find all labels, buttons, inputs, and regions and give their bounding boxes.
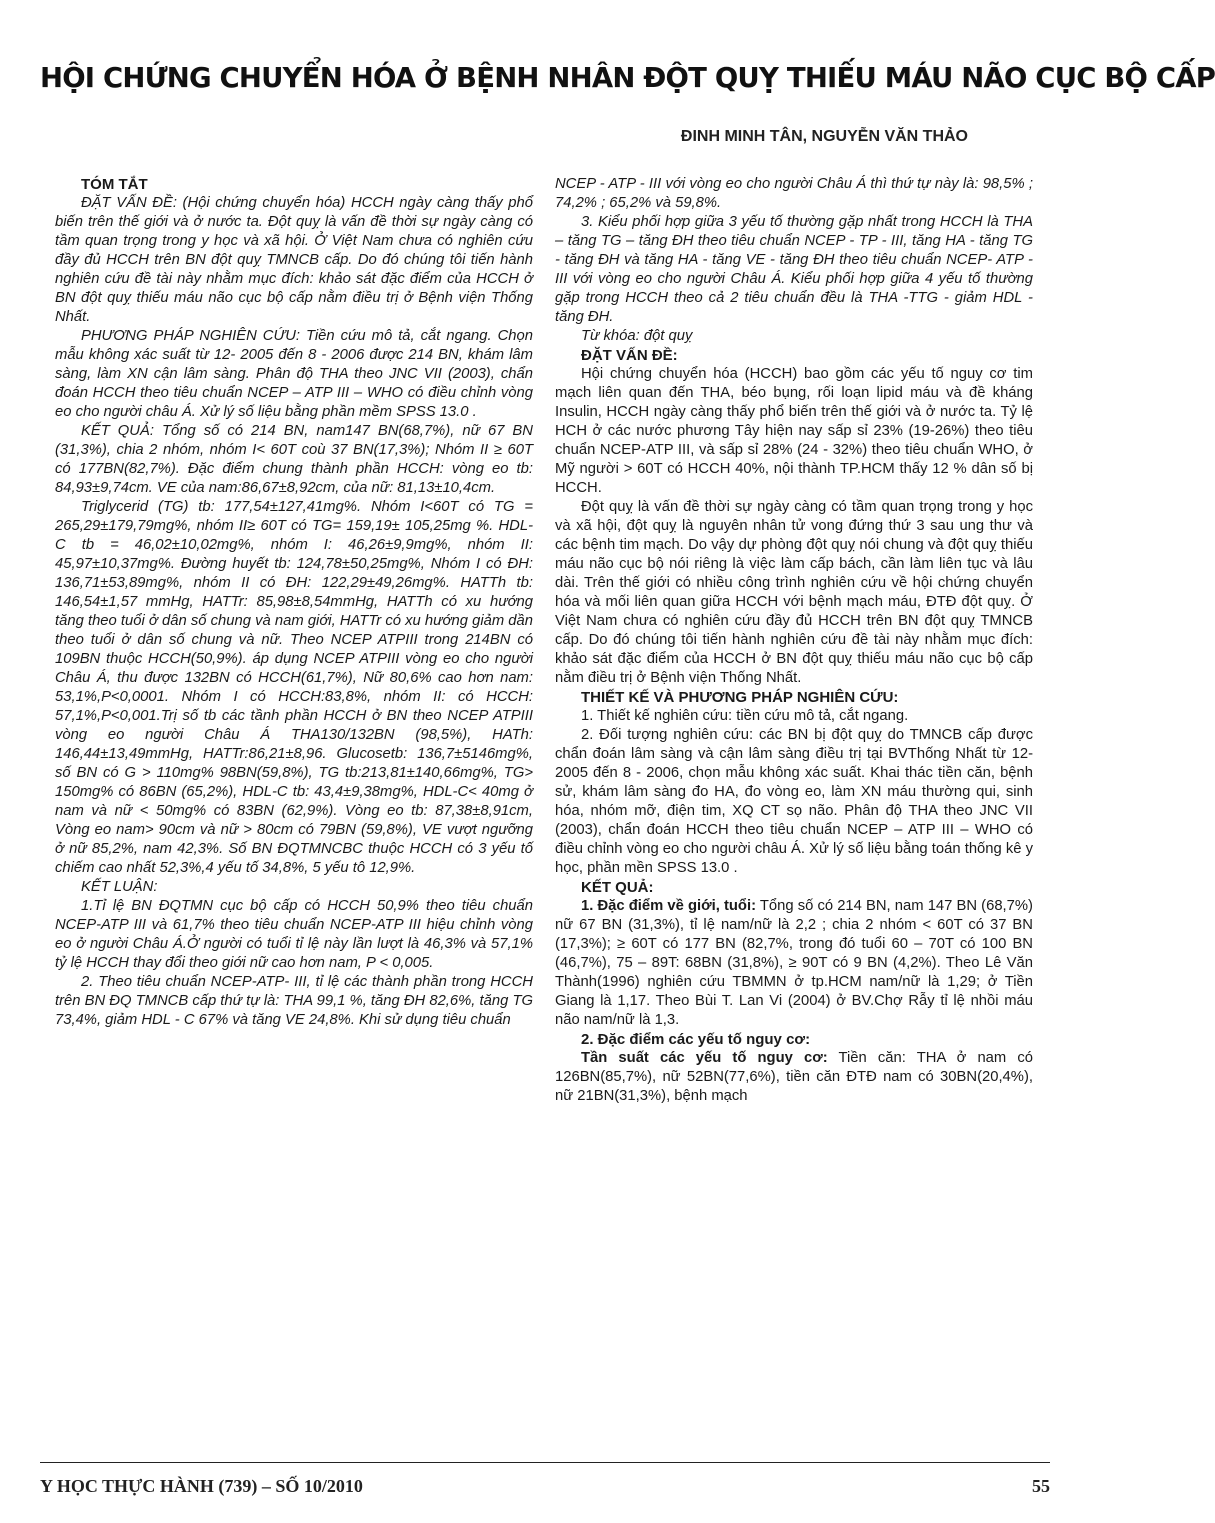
right-column	[555, 175, 1033, 1457]
article-title: HỘI CHỨNG CHUYỂN HÓA Ở BỆNH NHÂN ĐỘT QUỴ THIẾU MÁU NÃO CỤC BỘ CẤP	[40, 62, 1215, 94]
results-item-1-text: Tổng số có 214 BN, nam 147 BN (68,7%) nữ 67 BN (31,3%), tỉ lệ nam/nữ là 2,2 ; chia 2 nhóm < 60T có 37 BN (17,3%); ≥ 60T có 177 BN (82,7%, trong đó tuổi 60 – 70T có 100 BN (46,7%), 75 – 89T: 68BN (31,8%), ≥ 90T có 9 BN (4,2%). Theo Lê Văn Thành(1996) nghiên cứu TBMMN ở tp.HCM nam/nữ là 1,29; ở Tiền Giang là 1,17. Theo Bùi T. Lan Vi (2004) ở BV.Chợ Rẫy tỉ lệ nhồi máu não nam/nữ là 1,3.	[555, 898, 1033, 1028]
results-heading: KẾT QUẢ:	[581, 879, 654, 896]
results-subheading-risk-factors: 2. Đặc điểm các yếu tố nguy cơ:	[581, 1031, 811, 1048]
authors: ĐINH MINH TÂN, NGUYỄN VĂN THẢO	[680, 128, 968, 145]
introduction-paragraph-2: Đột quỵ là vấn đề thời sự ngày càng có tầm quan trọng trong y học và xã hội, đột quỵ là nguyên nhân tử vong đứng thứ 3 sau ung thư và các bệnh tim mạch. Do vậy dự phòng đột quỵ nói chung và đột quỵ thiếu máu não cục bộ nói riêng là việc làm cấp bách, cần làm liên tục và lâu dài. Trên thế giới có nhiều công trình nghiên cứu về hội chứng chuyển hóa và mối liên quan giữa HCCH với bệnh mạch máu, ĐTĐ đột quỵ. Ở Việt Nam chưa có nghiên cứu đầy đủ HCCH trên BN đột quỵ TMNCB cấp. Do đó chúng tôi tiến hành nghiên cứu đề tài này nhằm mục đích: khảo sát đặc điểm của HCCH ở BN đột quỵ thiếu máu não cục bộ cấp nằm điều trị ở Bệnh viện Thống Nhất.	[555, 499, 1033, 686]
conclusion-item-3: 3. Kiểu phối hợp giữa 3 yếu tố thường gặp nhất trong HCCH là THA – tăng TG – tăng ĐH theo tiêu chuẩn NCEP - TP - III, tăng HA - tăng TG - tăng ĐH và tăng HA - tăng VE - tăng ĐH theo tiêu chuẩn NCEP- ATP - III với vòng eo cho người Châu Á. Kiểu phối hợp giữa 4 yếu tố thường gặp trong HCCH theo cả 2 tiêu chuẩn đều là THA -TTG - giảm HDL - tăng ĐH.	[555, 214, 1033, 325]
abstract-conclusion-heading: KẾT LUẬN:	[81, 879, 158, 895]
abstract-results: KẾT QUẢ: Tổng số có 214 BN, nam147 BN(68,7%), nữ 67 BN (31,3%), chia 2 nhóm, nhóm I< 60T coù 37 BN(17,3%); Nhóm II ≥ 60T có 177BN(82,7%). Đặc điểm chung thành phần HCCH: vòng eo tb: 84,93±9,74cm. VE của nam:86,67±8,92cm, của nữ: 81,13±10,4cm.	[55, 423, 533, 496]
journal-name: Y HỌC THỰC HÀNH (739) – SỐ 10/2010	[40, 1476, 363, 1496]
conclusion-item-1: 1.Tỉ lệ BN ĐQTMN cục bộ cấp có HCCH 50,9% theo tiêu chuẩn NCEP-ATP III và 61,7% theo tiêu chuẩn NCEP-ATP III hiệu chỉnh vòng eo ở người Châu Á.Ở người có tuổi tỉ lệ này lần lượt là 46,3% và 57,1% tỷ lệ HCCH thay đổi theo giới nữ cao hơn nam, P < 0,005.	[55, 898, 533, 971]
abstract-methods: PHƯƠNG PHÁP NGHIÊN CỨU: Tiền cứu mô tả, cắt ngang. Chọn mẫu không xác suất từ 12- 2005 đến 8 - 2006 được 214 BN, khám lâm sàng, làm XN cận lâm sàng. Phân độ THA theo JNC VII (2003), chẩn đoán HCCH theo tiêu chuẩn NCEP – ATP III – WHO có điều chỉnh vòng eo cho người châu Á. Xử lý số liệu bằng phần mềm SPSS 13.0 .	[55, 328, 533, 420]
conclusion-item-2: 2. Theo tiêu chuẩn NCEP-ATP- III, tỉ lệ các thành phần trong HCCH trên BN ĐQ TMNCB cấp thứ tự là: THA 99,1 %, tăng ĐH 82,6%, tăng TG 73,4%, giảm HDL - C 67% và tăng VE 24,8%. Khi sử dụng tiêu chuẩn	[55, 974, 533, 1028]
abstract-background: ĐẶT VẤN ĐỀ: (Hội chứng chuyển hóa) HCCH ngày càng thấy phổ biến trên thế giới và ở nước ta. Đột quỵ là vấn đề thời sự ngày càng có tầm quan trọng trong y học và xã hội. Ở Việt Nam chưa có nghiên cứu đầy đủ HCCH trên BN đột quỵ TMNCB cấp. Do đó chúng tôi tiến hành nghiên cứu đề tài này nhằm mục đích: khảo sát đặc điểm của HCCH ở BN đột quỵ thiếu máu não cục bộ cấp nằm điều trị ở Bệnh viện Thống Nhất.	[55, 195, 533, 325]
methods-item-1: 1. Thiết kế nghiên cứu: tiền cứu mô tả, cắt ngang.	[581, 708, 909, 724]
left-column	[55, 175, 533, 1457]
results-item-2-label: Tần suất các yếu tố nguy cơ:	[581, 1050, 828, 1066]
abstract-results-detail: Triglycerid (TG) tb: 177,54±127,41mg%. Nhóm I<60T có TG = 265,29±179,79mg%, nhóm II≥ 60T có TG= 159,19± 105,25mg %. HDL-C tb = 46,02±10,02mg%, nhóm I: 46,26±9,9mg%, nhóm II: 45,97±10,37mg%. Đường huyết tb: 124,78±50,25mg%, Nhóm I có ĐH: 136,71±53,89mg%, nhóm II có ĐH: 122,29±49,26mg%. HATTh tb: 146,54±1,57 mmHg, HATTr: 85,98±8,54mmHg, HATTh có xu hướng tăng theo tuổi ở dân số chung và nam giới, HATTr có xu hướng giảm dần theo tuổi ở dân số chung và nữ. Theo NCEP ATPIII trong 214BN có 109BN thuộc HCCH(50,9%). áp dụng NCEP ATPIII vòng eo cho người Châu Á, thu được 132BN có HCCH(61,7%), Nữ 80,6% cao hơn nam: 53,1%,P<0,0001. Nhóm I có HCCH:83,8%, nhóm II: có HCCH: 57,1%,P<0,001.Trị số tb các tầnh phần HCCH ở BN theo NCEP ATPIII vòng eo người Châu Á THA130/132BN (98,5%), HATh: 146,44±13,49mmHg, HATTr:86,21±8,96. Glucosetb: 136,7±5146mg%, số BN có G > 110mg% 98BN(59,8%), TG tb:213,81±140,66mg%, TG> 150mg% có 86BN (65,2%), HDL-C tb: 43,4±9,38mg%, HDL-C< 40mg ở nam và nữ < 50mg% có 83BN (62,9%). Vòng eo tb: 87,38±8,91cm, Vòng eo nam> 90cm và nữ > 80cm có 79BN (59,8%), VE vượt ngưỡng ở nữ 85,2%, nam 42,3%. Số BN ĐQTMNCBC thuộc HCCH có 3 yếu tố chiếm cao nhất 52,3%,4 yếu tố 34,8%, 5 yếu tô 12,9%.	[55, 499, 533, 876]
methods-item-2: 2. Đối tượng nghiên cứu: các BN bị đột quỵ do TMNCB cấp được chẩn đoán lâm sàng và cận lâm sàng điều trị tại BVThống Nhất từ 12- 2005 đến 8 - 2006, chọn mẫu không xác suất. Khai thác tiền căn, bệnh sử, khám lâm sàng đo HA, đo vòng eo, làm XN máu thường qui, sinh hóa, nhóm mỡ, điện tim, XQ CT sọ não. Phân độ THA theo JNC VII (2003), chẩn đoán HCCH theo tiêu chuẩn NCEP – ATP III – WHO có điều chỉnh vòng eo cho người châu Á. Xử lý số liệu bằng toán thống kê y học, phần mền SPSS 13.0 .	[555, 727, 1033, 876]
results-item-1	[555, 897, 1033, 1030]
results-item-2	[555, 1049, 1033, 1106]
results-item-1-label: 1. Đặc điểm về giới, tuổi:	[581, 898, 757, 914]
page-number: 55	[1032, 1476, 1050, 1496]
results-item-2-text: Tiền căn: THA ở nam có 126BN(85,7%), nữ 52BN(77,6%), tiền căn ĐTĐ nam có 30BN(20,4%), nữ 21BN(31,3%), bệnh mạch	[555, 1050, 1033, 1104]
keywords: Từ khóa: đột quỵ	[581, 328, 693, 344]
introduction-paragraph-1: Hội chứng chuyển hóa (HCCH) bao gồm các yếu tố nguy cơ tim mạch liên quan đến THA, béo bụng, rối loạn lipid máu và đề kháng Insulin, HCCH ngày càng thấy phổ biến trên thế giới và ở nước ta. Tỷ lệ HCH ở các nước phương Tây hiện nay sấp sỉ 23% (19-26%) theo tiêu chuẩn NCEP-ATP III, và sấp sỉ 28% (24 - 32%) theo tiêu chuẩn WHO, ở Mỹ người > 60T có HCCH 40%, nội thành TP.HCM thấy 12 % dân số bị HCCH.	[555, 366, 1033, 496]
abstract-heading: TÓM TẮT	[81, 176, 148, 193]
introduction-heading: ĐẶT VẤN ĐỀ:	[581, 347, 678, 364]
methods-heading: THIẾT KẾ VÀ PHƯƠNG PHÁP NGHIÊN CỨU:	[581, 689, 899, 706]
conclusion-item-2-continued: NCEP - ATP - III với vòng eo cho người Châu Á thì thứ tự này là: 98,5% ; 74,2% ; 65,2% và 59,8%.	[555, 176, 1033, 211]
footer-rule	[40, 1462, 1050, 1463]
